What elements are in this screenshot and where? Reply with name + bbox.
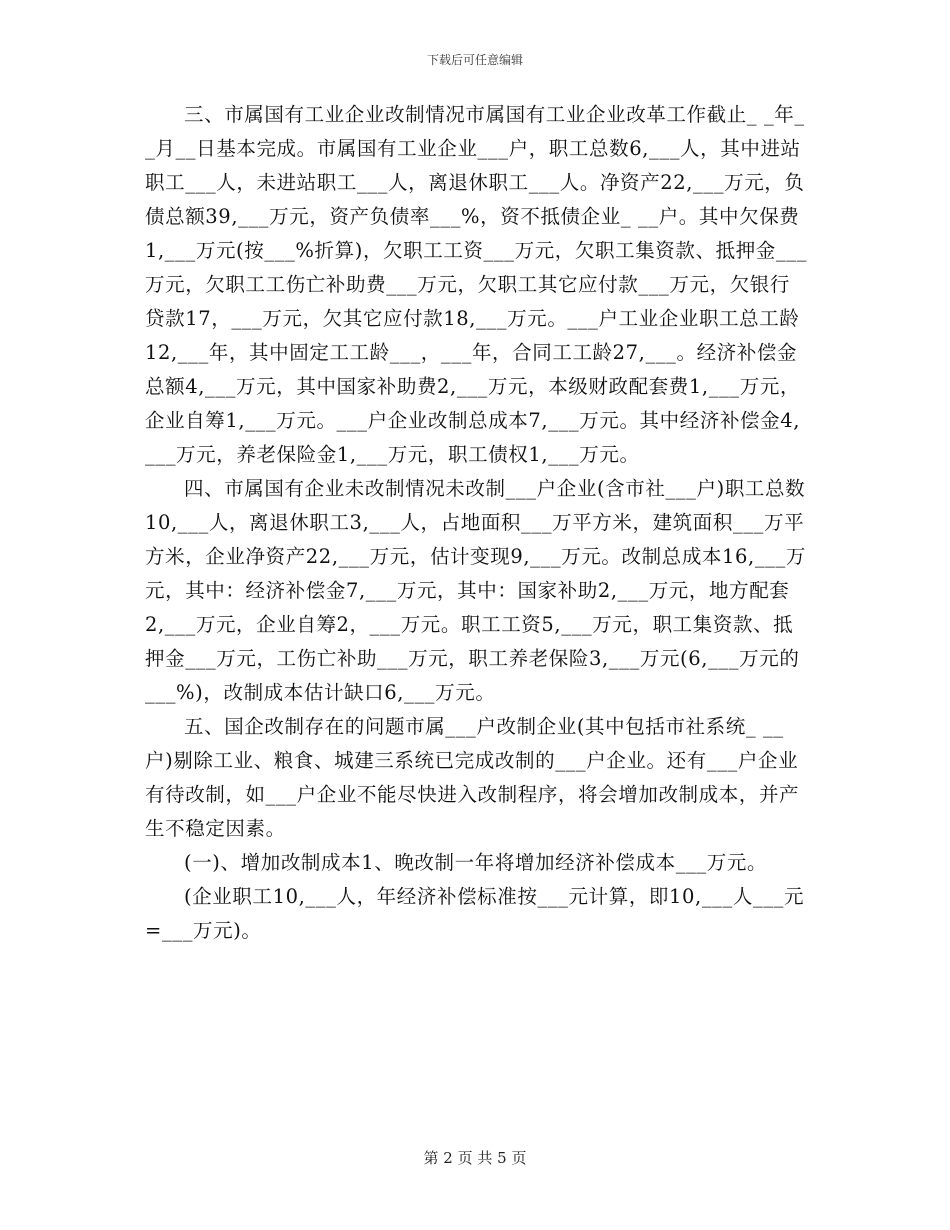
paragraph-section-3: 三、市属国有工业企业改制情况市属国有工业企业改革工作截止_ _年__月__日基本完成。市属国有工业企业___户，职工总数6,___人，其中进站职工___人，未进站职工___人，离退休职工___人。净资产22,___万元，负债总额39,___万元，资产负债率___%，资不抵债企业_ __户。其中欠保费1,___万元(按___%折算)，欠职工工资___万元，欠职工集资款、抵押金___万元，欠职工工伤亡补助费___万元，欠职工其它应付款___万元，欠银行贷款17，___万元，欠其它应付款18,___万元。___户工业企业职工总工龄12,___年，其中固定工工龄___，___年，合同工工龄27,___。经济补偿金总额4,___万元，其中国家补助费2,___万元，本级财政配套费1,___万元，企业自筹1,___万元。___户企业改制总成本7,___万元。其中经济补偿金4,___万元，养老保险金1,___万元，职工债权1,___万元。 xyxy=(145,103,807,466)
document-body xyxy=(145,98,807,948)
paragraph-section-4: 四、市属国有企业未改制情况未改制___户企业(含市社___户)职工总数10,___人，离退休职工3,___人，占地面积___万平方米，建筑面积___万平方米，企业净资产22,___万元，估计变现9,___万元。改制总成本16,___万元，其中：经济补偿金7,___万元，其中：国家补助2,___万元，地方配套2,___万元，企业自筹2，___万元。职工工资5,___万元，职工集资款、抵押金___万元，工伤亡补助___万元，职工养老保险3,___万元(6,___万元的___%)，改制成本估计缺口6,___万元。 xyxy=(145,477,806,704)
page-number: 第 2 页 共 5 页 xyxy=(423,1149,527,1167)
paragraph-calculation-note: (企业职工10,___人，年经济补偿标准按___元计算，即10,___人___元=___万元)。 xyxy=(145,885,805,942)
page-header: 下载后可任意编辑 xyxy=(426,53,523,67)
paragraph-section-5: 五、国企改制存在的问题市属___户改制企业(其中包括市社系统_ __户)剔除工业、粮食、城建三系统已完成改制的___户企业。还有___户企业有待改制，如___户企业不能尽快进入改制程序，将会增加改制成本，并产生不稳定因素。 xyxy=(145,715,800,840)
paragraph-subsection-1: (一)、增加改制成本1、晚改制一年将增加经济补偿成本___万元。 xyxy=(184,851,768,874)
